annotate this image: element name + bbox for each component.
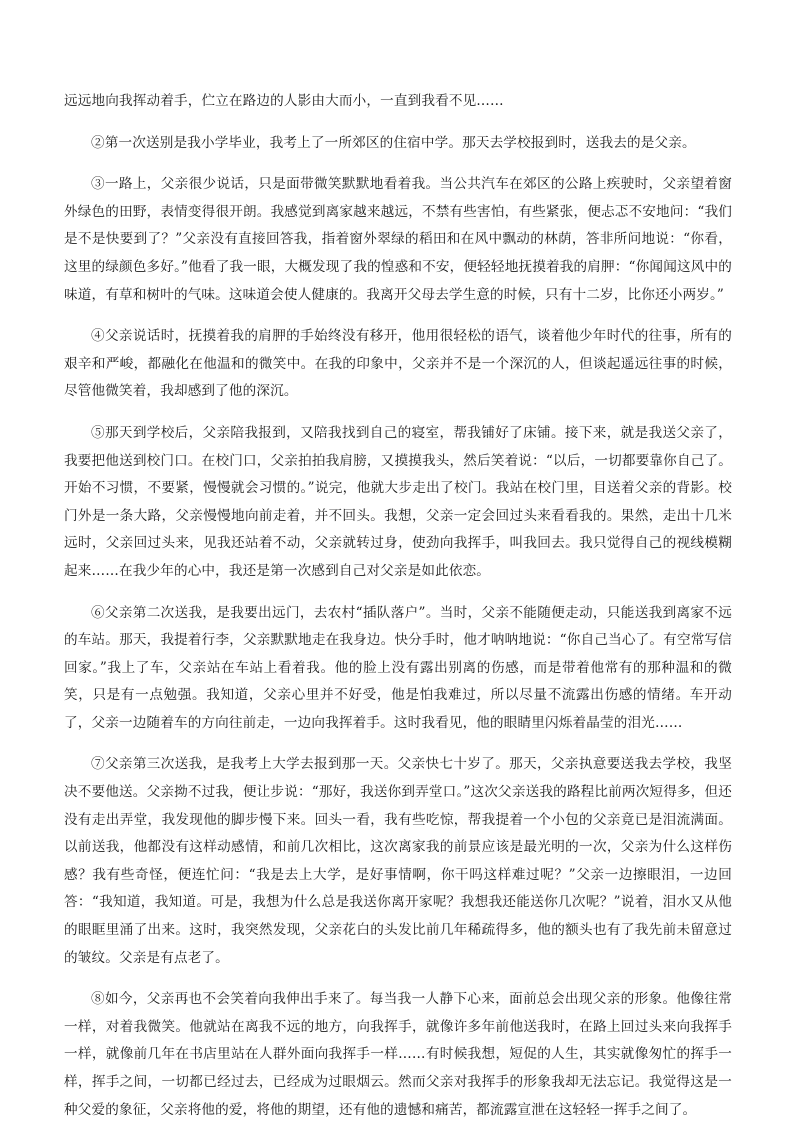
paragraph-gap: [64, 737, 732, 751]
paragraph-gap: [64, 406, 732, 420]
paragraph-6: ⑥父亲第二次送我，是我要出远门，去农村“插队落户”。当时，父亲不能随便走动，只能送我到离家不远的车站。那天，我提着行李，父亲默默地走在我身边。快分手时，他才呐呐地说：“你自己当心了。有空常写信回家。”我上了车，父亲站在车站上看着我。他的脸上没有露出别离的伤感，而是带着他常有的那种温和的微笑，只是有一点勉强。我知道，父亲心里并不好受，他是怕我难过，所以尽量不流露出伤感的情绪。车开动了，父亲一边随着车的方向往前走，一边向我挥着手。这时我看见，他的眼睛里闪烁着晶莹的泪光……: [64, 604, 732, 731]
paragraph-8: ⑧如今，父亲再也不会笑着向我伸出手来了。每当我一人静下心来，面前总会出现父亲的形象。他像往常一样，对着我微笑。他就站在离我不远的地方，向我挥手，就像许多年前他送我时，在路上回过头来向我挥手一样，就像前几年在书店里站在人群外面向我挥手一样……有时候我想，短促的人生，其实就像匆忙的挥手一样，挥手之间，一切都已经过去，已经成为过眼烟云。然而父亲对我挥手的形象我却无法忘记。我觉得这是一种父爱的象征，父亲将他的爱，将他的期望，还有他的遗憾和痛苦，都流露宣泄在这轻轻一挥手之间了。: [64, 991, 732, 1118]
paragraph-gap: [64, 157, 732, 171]
paragraph-continuation: 远远地向我挥动着手，伫立在路边的人影由大而小，一直到我看不见……: [64, 93, 504, 109]
paragraph-gap: [64, 972, 732, 986]
paragraph-5: ⑤那天到学校后，父亲陪我报到，又陪我找到自己的寝室，帮我铺好了床铺。接下来，就是我送父亲了，我要把他送到校门口。在校门口，父亲拍拍我肩膀，又摸摸我头，然后笑着说：“以后，一切都要靠你自己了。开始不习惯，不要紧，慢慢就会习惯的。”说完，他就大步走出了校门。我站在校门里，目送着父亲的背影。校门外是一条大路，父亲慢慢地向前走着，并不回头。我想，父亲一定会回过头来看看我的。果然，走出十几米远时，父亲回过头来，见我还站着不动，父亲就转过身，使劲向我挥手，叫我回去。我只觉得自己的视线模糊起来……在我少年的心中，我还是第一次感到自己对父亲是如此依恋。: [64, 424, 732, 579]
paragraph-gap: [64, 116, 732, 130]
paragraph-gap: [64, 309, 732, 323]
paragraph-3: ③一路上，父亲很少说话，只是面带微笑默默地看着我。当公共汽车在郊区的公路上疾驶时，父亲望着窗外绿色的田野，表情变得很开朗。我感觉到离家越来越远，不禁有些害怕，有些紧张，便忐忑不安地问：“我们是不是快要到了？”父亲没有直接回答我，指着窗外翠绿的稻田和在风中飘动的林荫，答非所问地说：“你看，这里的绿颜色多好。”他看了我一眼，大概发现了我的惶惑和不安，便轻轻地抚摸着我的肩胛：“你闻闻这风中的味道，有草和树叶的气味。这味道会使人健康的。我离开父母去学生意的时候，只有十二岁，比你还小两岁。”: [64, 176, 732, 303]
paragraph-gap: [64, 586, 732, 600]
paragraph-7: ⑦父亲第三次送我，是我考上大学去报到那一天。父亲快七十岁了。那天，父亲执意要送我去学校，我坚决不要他送。父亲拗不过我，便让步说：“那好，我送你到弄堂口。”这次父亲送我的路程比前两次短得多，但还没有走出弄堂，我发现他的脚步慢下来。回头一看，我有些吃惊，帮我提着一个小包的父亲竟已是泪流满面。以前送我，他都没有这样动感情，和前几次相比，这次离家我的前景应该是最光明的一次，父亲为什么这样伤感？我有些奇怪，便连忙问：“我是去上大学，是好事情啊，你干吗这样难过呢？”父亲一边擦眼泪，一边回答：“我知道，我知道。可是，我想为什么总是我送你离开家呢？我想我还能送你几次呢？”说着，泪水又从他的眼眶里涌了出来。这时，我突然发现，父亲花白的头发比前几年稀疏得多，他的额头也有了我先前未留意过的皱纹。父亲是有点老了。: [64, 756, 732, 966]
paragraph-2: ②第一次送别是我小学毕业，我考上了一所郊区的住宿中学。那天去学校报到时，送我去的是父亲。: [91, 134, 696, 151]
paragraph-4: ④父亲说话时，抚摸着我的肩胛的手始终没有移开，他用很轻松的语气，谈着他少年时代的往事，所有的艰辛和严峻，都融化在他温和的微笑中。在我的印象中，父亲并不是一个深沉的人，但谈起遥远往事的时候，尽管他微笑着，我却感到了他的深沉。: [64, 328, 732, 400]
document-body: [64, 88, 732, 1124]
